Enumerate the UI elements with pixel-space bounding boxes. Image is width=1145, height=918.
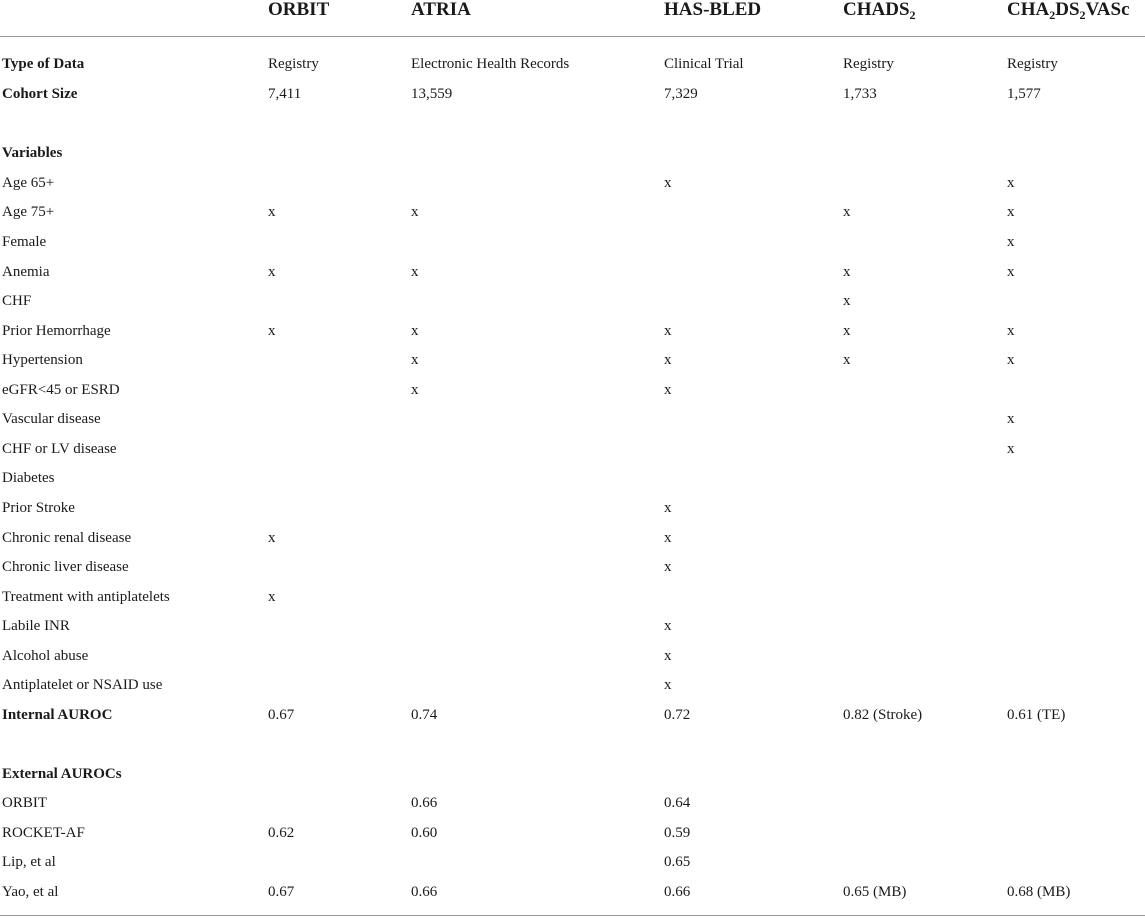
row-label: Variables (2, 145, 63, 161)
table-row (0, 705, 1145, 727)
table-cell: x (1007, 175, 1015, 191)
table-cell: x (843, 323, 851, 339)
table-cell: x (411, 352, 419, 368)
table-cell: x (664, 530, 672, 546)
header-chads2 (843, 0, 916, 20)
table-cell: 0.61 (TE) (1007, 707, 1066, 723)
header-chads2-sub: 2 (909, 8, 916, 22)
table-row (0, 852, 1145, 874)
table-cell: 0.67 (268, 884, 295, 900)
table-cell: x (411, 264, 419, 280)
row-label: eGFR<45 or ESRD (2, 382, 120, 398)
table-cell: x (843, 204, 851, 220)
table-row (0, 882, 1145, 904)
table-cell: x (843, 264, 851, 280)
header-atria: ATRIA (411, 0, 471, 20)
row-label: Type of Data (2, 56, 85, 72)
table-cell: x (664, 175, 672, 191)
table-cell: Registry (1007, 56, 1058, 72)
row-label: Diabetes (2, 470, 55, 486)
table-cell: x (1007, 441, 1015, 457)
row-label: Prior Hemorrhage (2, 323, 111, 339)
row-label: Age 75+ (2, 204, 55, 220)
table-cell: 1,733 (843, 86, 877, 102)
table-cell: x (1007, 352, 1015, 368)
table-cell: x (664, 618, 672, 634)
table-cell: 13,559 (411, 86, 453, 102)
table-cell: Electronic Health Records (411, 56, 570, 72)
table-row (0, 764, 1145, 786)
header-cha2ds2vasc-p3: VASc (1085, 0, 1130, 20)
table-row (0, 232, 1145, 254)
table-cell: x (411, 382, 419, 398)
row-label: Alcohol abuse (2, 648, 89, 664)
table-row (0, 675, 1145, 697)
table-cell: 0.59 (664, 825, 691, 841)
header-chads2-base: CHADS (843, 0, 910, 20)
table-cell: Clinical Trial (664, 56, 744, 72)
table-row (0, 616, 1145, 638)
table-cell: 0.65 (664, 854, 691, 870)
table-row (0, 646, 1145, 668)
table-row (0, 350, 1145, 372)
table-cell: x (664, 559, 672, 575)
table-cell: 0.74 (411, 707, 438, 723)
table-row (0, 823, 1145, 845)
table-cell: x (664, 677, 672, 693)
table-cell: x (664, 648, 672, 664)
table-row (0, 143, 1145, 165)
table-cell: x (268, 323, 276, 339)
table-row (0, 321, 1145, 343)
table-header (0, 0, 1145, 37)
table-row (0, 439, 1145, 461)
header-has-bled: HAS-BLED (664, 0, 762, 20)
table-row (0, 528, 1145, 550)
header-cha2ds2vasc-s2: 2 (1079, 8, 1086, 22)
row-label: CHF (2, 293, 32, 309)
table-cell: x (1007, 264, 1015, 280)
table-row (0, 54, 1145, 76)
header-orbit: ORBIT (268, 0, 330, 20)
row-label: Prior Stroke (2, 500, 75, 516)
table-cell: x (664, 382, 672, 398)
row-label: External AUROCs (2, 766, 122, 782)
row-label: Female (2, 234, 47, 250)
row-label: Chronic liver disease (2, 559, 129, 575)
row-label: Antiplatelet or NSAID use (2, 677, 163, 693)
row-label: Chronic renal disease (2, 530, 132, 546)
table-cell: Registry (268, 56, 319, 72)
table-cell: x (411, 323, 419, 339)
table-cell: 7,329 (664, 86, 698, 102)
header-cha2ds2vasc-p2: DS (1055, 0, 1080, 20)
table-cell: 0.62 (268, 825, 295, 841)
table-cell: Registry (843, 56, 894, 72)
row-label: Vascular disease (2, 411, 101, 427)
row-label: Anemia (2, 264, 50, 280)
table-cell: 0.66 (664, 884, 691, 900)
table-cell: 0.60 (411, 825, 438, 841)
table-row (0, 557, 1145, 579)
header-cha2ds2vasc-s1: 2 (1049, 8, 1056, 22)
table-cell: x (1007, 234, 1015, 250)
row-label: Lip, et al (2, 854, 56, 870)
row-label: Age 65+ (2, 175, 55, 191)
table-row (0, 202, 1145, 224)
table-cell: 7,411 (268, 86, 302, 102)
row-label: CHF or LV disease (2, 441, 117, 457)
table-cell: 0.66 (411, 884, 438, 900)
table-cell: x (268, 264, 276, 280)
table-row (0, 380, 1145, 402)
table-row (0, 468, 1145, 490)
row-label: Yao, et al (2, 884, 59, 900)
bottom-rule (0, 915, 1145, 916)
table-cell: x (664, 500, 672, 516)
table-cell: 1,577 (1007, 86, 1041, 102)
table-row (0, 409, 1145, 431)
table-cell: x (843, 352, 851, 368)
table-cell: x (411, 204, 419, 220)
row-label: Cohort Size (2, 86, 78, 102)
row-label: Treatment with antiplatelets (2, 589, 170, 605)
row-label: Internal AUROC (2, 707, 113, 723)
table-cell: x (664, 323, 672, 339)
table-row (0, 587, 1145, 609)
table-cell: 0.72 (664, 707, 691, 723)
table-cell: 0.82 (Stroke) (843, 707, 923, 723)
table-cell: 0.64 (664, 795, 691, 811)
table-row (0, 173, 1145, 195)
table-cell: 0.67 (268, 707, 295, 723)
table-row (0, 291, 1145, 313)
row-label: ROCKET-AF (2, 825, 85, 841)
table-cell: x (1007, 204, 1015, 220)
row-label: Hypertension (2, 352, 83, 368)
table-cell: 0.66 (411, 795, 438, 811)
table-cell: x (843, 293, 851, 309)
row-label: ORBIT (2, 795, 47, 811)
table-cell: x (268, 530, 276, 546)
header-cha2ds2vasc (1007, 0, 1130, 20)
header-cha2ds2vasc-p1: CHA (1007, 0, 1050, 20)
table-row (0, 84, 1145, 106)
row-label: Labile INR (2, 618, 70, 634)
table-cell: x (1007, 323, 1015, 339)
table-cell: x (1007, 411, 1015, 427)
table-row (0, 793, 1145, 815)
table-row (0, 498, 1145, 520)
table-cell: x (268, 589, 276, 605)
table-cell: 0.68 (MB) (1007, 884, 1071, 900)
table-cell: x (268, 204, 276, 220)
table-cell: 0.65 (MB) (843, 884, 907, 900)
table-cell: x (664, 352, 672, 368)
table-row (0, 262, 1145, 284)
